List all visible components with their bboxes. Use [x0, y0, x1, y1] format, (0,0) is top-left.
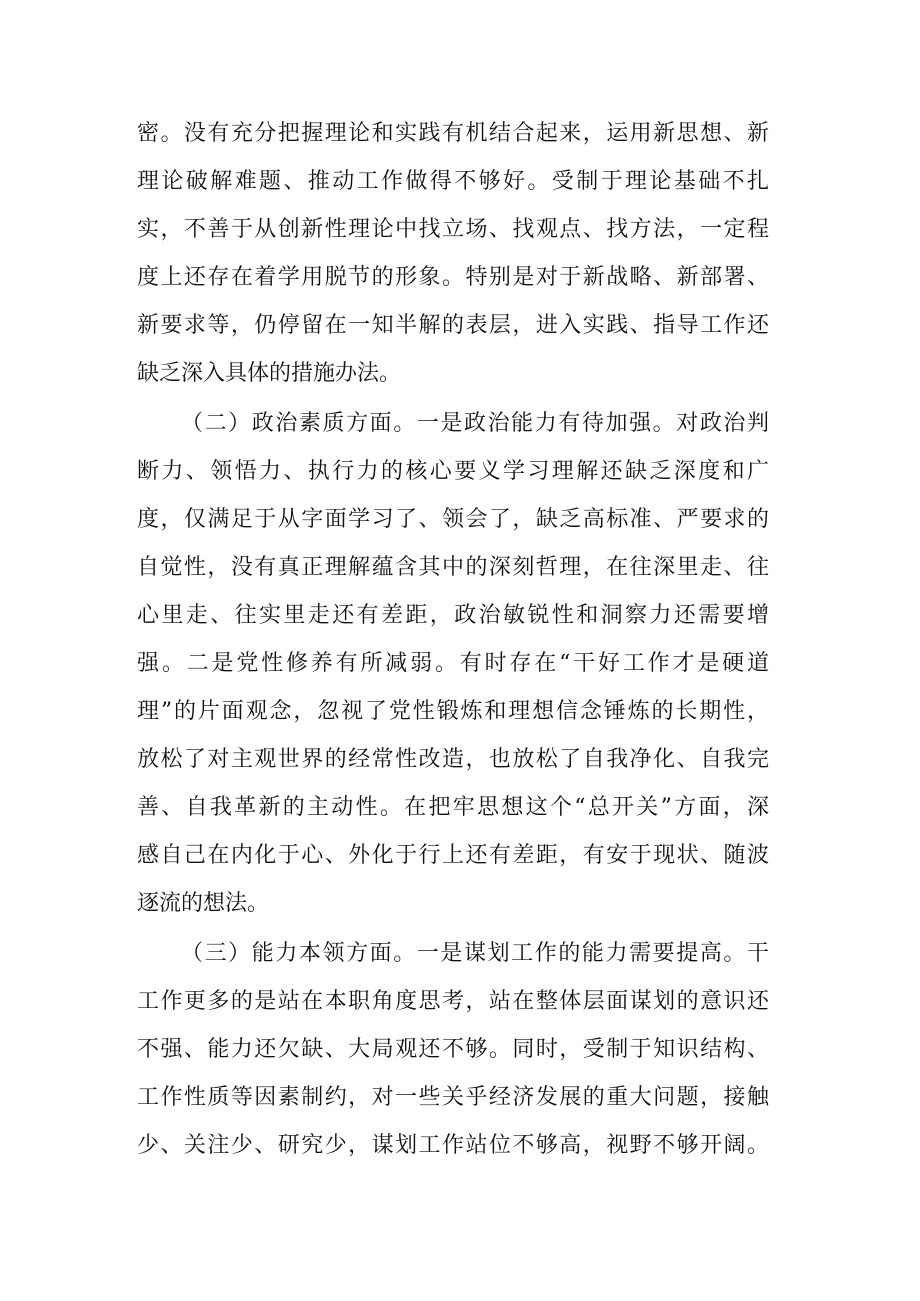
text-line: （三）能力本领方面。一是谋划工作的能力需要提高。干	[181, 941, 769, 966]
text-line: 善、自我革新的主动性。在把牢思想这个“总开关”方面，深	[137, 795, 769, 820]
paragraph-1	[137, 110, 769, 398]
text-line: 理论破解难题、推动工作做得不够好。受制于理论基础不扎	[137, 169, 769, 194]
text-line: 感自己在内化于心、外化于行上还有差距，有安于现状、随波	[137, 843, 769, 868]
text-line: 缺乏深入具体的措施办法。	[137, 361, 402, 386]
text-line: 逐流的想法。	[137, 891, 270, 916]
text-line: 自觉性，没有真正理解蕴含其中的深刻哲理，在往深里走、往	[137, 555, 769, 580]
body-text	[137, 110, 769, 1170]
text-line: 不强、能力还欠缺、大局观还不够。同时，受制于知识结构、	[137, 1037, 769, 1062]
text-line: 放松了对主观世界的经常性改造，也放松了自我净化、自我完	[137, 747, 769, 772]
text-line: 少、关注少、研究少，谋划工作站位不够高，视野不够开阔。	[137, 1133, 769, 1158]
text-line: 实，不善于从创新性理论中找立场、找观点、找方法，一定程	[137, 217, 769, 242]
text-line: 度上还存在着学用脱节的形象。特别是对于新战略、新部署、	[137, 265, 769, 290]
text-line: 理”的片面观念，忽视了党性锻炼和理想信念锤炼的长期性，	[137, 699, 769, 724]
text-line: 强。二是党性修养有所减弱。有时存在“干好工作才是硬道	[137, 651, 769, 676]
text-line: 工作性质等因素制约，对一些关乎经济发展的重大问题，接触	[137, 1085, 769, 1110]
text-line: 心里走、往实里走还有差距，政治敏锐性和洞察力还需要增	[137, 603, 769, 628]
paragraph-3	[137, 930, 769, 1170]
text-line: 断力、领悟力、执行力的核心要义学习理解还缺乏深度和广	[137, 459, 769, 484]
text-line: 工作更多的是站在本职角度思考，站在整体层面谋划的意识还	[137, 989, 769, 1014]
text-line: 度，仅满足于从字面学习了、领会了，缺乏高标准、严要求的	[137, 507, 769, 532]
text-line: 密。没有充分把握理论和实践有机结合起来，运用新思想、新	[137, 121, 769, 146]
text-line: 新要求等，仍停留在一知半解的表层，进入实践、指导工作还	[137, 313, 769, 338]
paragraph-2	[137, 400, 769, 928]
text-line: （二）政治素质方面。一是政治能力有待加强。对政治判	[181, 411, 769, 436]
